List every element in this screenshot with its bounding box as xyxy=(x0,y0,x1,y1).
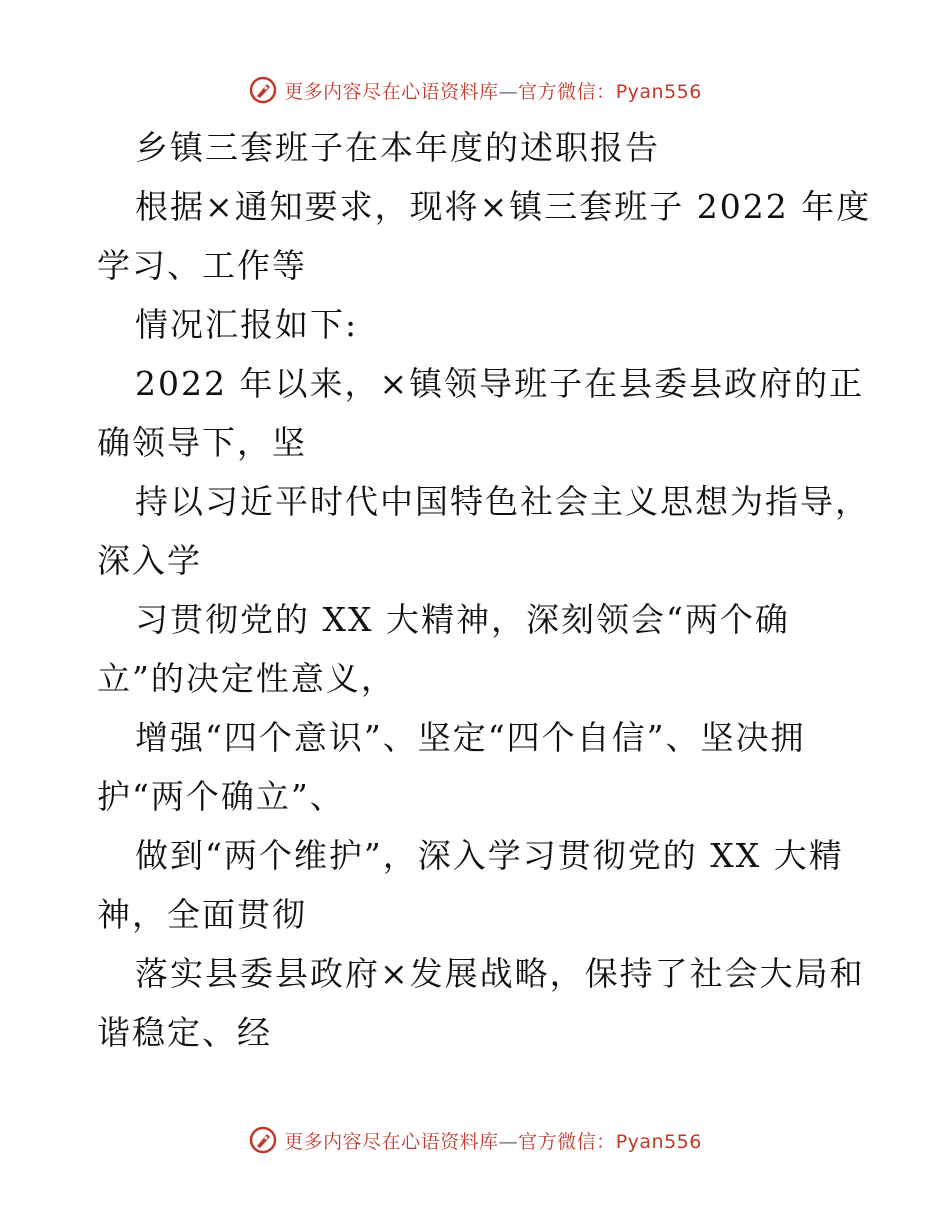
pen-nib-logo-icon xyxy=(248,1125,278,1155)
paragraph-line: 增强“四个意识”、坚定“四个自信”、坚决拥 xyxy=(135,718,806,757)
paragraph-line: 深入学 xyxy=(97,541,202,580)
watermark-text: 更多内容尽在心语资料库—官方微信：Pyan556 xyxy=(284,1130,702,1153)
paragraph-line: 根据×通知要求，现将×镇三套班子 2022 年度 xyxy=(135,187,872,226)
document-body xyxy=(97,118,872,1062)
document-title: 乡镇三套班子在本年度的述职报告 xyxy=(135,128,660,167)
paragraph-line: 神，全面贯彻 xyxy=(97,895,307,934)
footer-watermark xyxy=(0,1122,950,1158)
paragraph-line: 学习、工作等 xyxy=(97,246,307,285)
paragraph-line: 持以习近平时代中国特色社会主义思想为指导， xyxy=(135,482,870,521)
paragraph-line: 确领导下，坚 xyxy=(97,423,307,462)
paragraph-line: 谐稳定、经 xyxy=(97,1013,272,1052)
paragraph-line: 做到“两个维护”，深入学习贯彻党的 XX 大精 xyxy=(135,836,844,875)
paragraph-line: 习贯彻党的 XX 大精神，深刻领会“两个确 xyxy=(135,600,790,639)
watermark-text: 更多内容尽在心语资料库—官方微信：Pyan556 xyxy=(284,80,702,103)
paragraph-line: 落实县委县政府×发展战略，保持了社会大局和 xyxy=(135,954,865,993)
pen-nib-logo-icon xyxy=(248,75,278,105)
paragraph-line: 立”的决定性意义， xyxy=(97,659,396,698)
paragraph-line: 护“两个确立”、 xyxy=(97,777,345,816)
paragraph-line: 情况汇报如下: xyxy=(135,305,359,344)
paragraph-line: 2022 年以来，×镇领导班子在县委县政府的正 xyxy=(135,364,865,403)
header-watermark xyxy=(0,72,950,108)
